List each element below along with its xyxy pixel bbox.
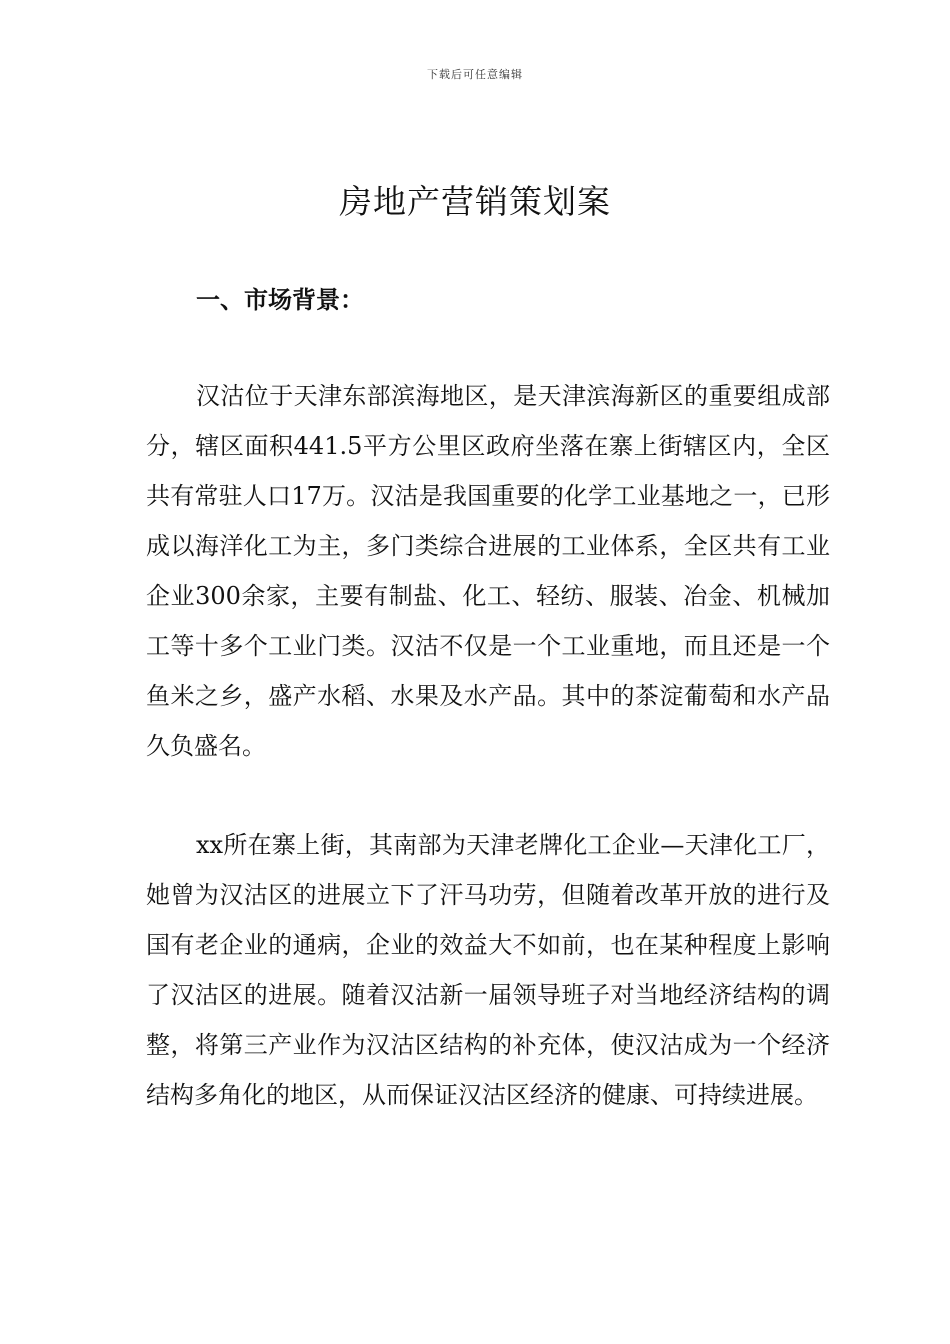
section-heading: 一、市场背景： bbox=[196, 285, 364, 314]
header-note: 下载后可任意编辑 bbox=[427, 68, 523, 81]
paragraph-location-context: xx所在寨上街，其南部为天津老牌化工企业—天津化工厂，她曾为汉沽区的进展立下了汗马功劳，但随着改革开放的进行及国有老企业的通病，企业的效益大不如前，也在某种程度上影响了汉沽区的进展。随着汉沽新一届领导班子对当地经济结构的调整，将第三产业作为汉沽区结构的补充体，使汉沽成为一个经济结构多角化的地区，从而保证汉沽区经济的健康、可持续进展。 bbox=[146, 831, 830, 1109]
paragraph-market-overview: 汉沽位于天津东部滨海地区，是天津滨海新区的重要组成部分，辖区面积441.5平方公里区政府坐落在寨上街辖区内，全区共有常驻人口17万。汉沽是我国重要的化学工业基地之一，已形成以海洋化工为主，多门类综合进展的工业体系，全区共有工业企业300余家，主要有制盐、化工、轻纺、服装、冶金、机械加工等十多个工业门类。汉沽不仅是一个工业重地，而且还是一个鱼米之乡，盛产水稻、水果及水产品。其中的茶淀葡萄和水产品久负盛名。 bbox=[146, 382, 830, 760]
document-title: 房地产营销策划案 bbox=[339, 182, 611, 221]
